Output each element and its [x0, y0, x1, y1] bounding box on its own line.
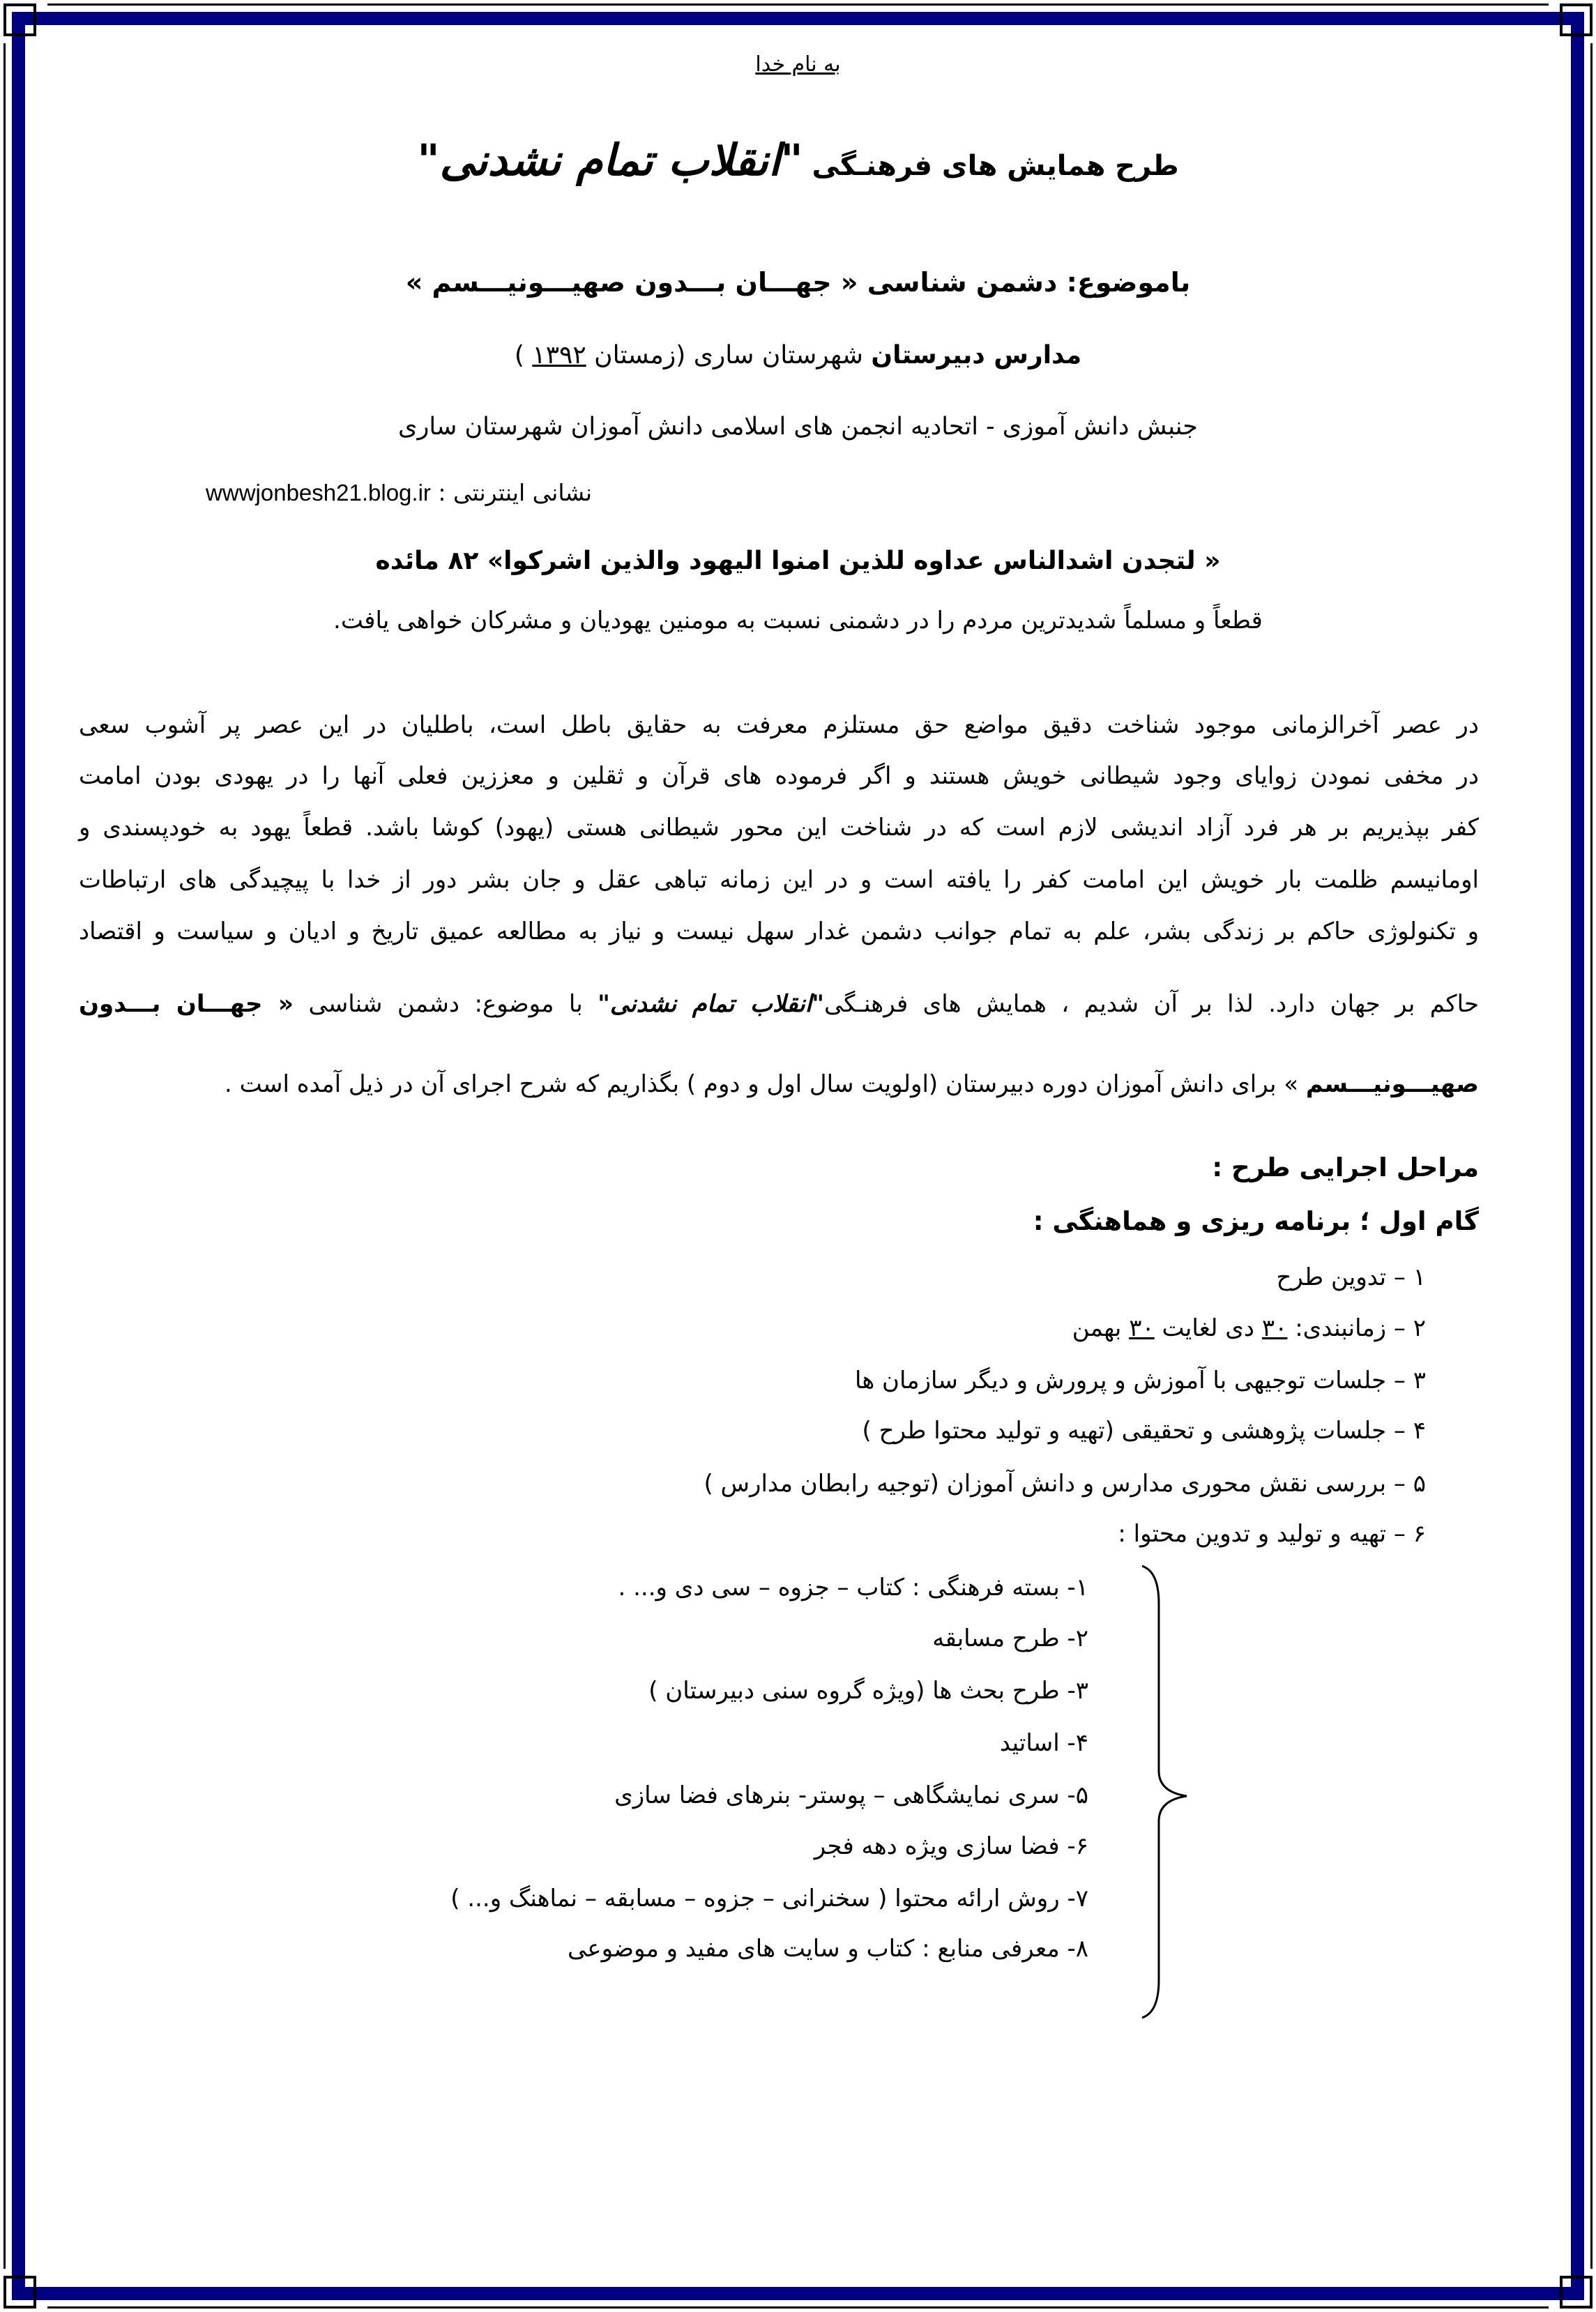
sub-list-item: ۱- بسته فرهنگی : کتاب – جزوه – سی دی و... .	[618, 1574, 1088, 1602]
sub-list-item: ۴- اساتید	[999, 1729, 1088, 1757]
basmala	[0, 47, 1596, 82]
paragraph-text: » برای دانش آموزان دوره دبیرستان (اولویت سال اول و دوم ) بگذاریم که شرح اجرای آن در ذیل آمده است .	[225, 1070, 1299, 1098]
quran-verse: « لتجدن اشدالناس عداوه للذین امنوا الیهود والذین اشرکوا» ۸۲ مائده	[375, 547, 1221, 575]
border-line-bottom	[47, 2306, 1549, 2309]
schedule-mid: دی لغایت	[1162, 1314, 1255, 1342]
website-line	[206, 476, 592, 510]
list-item-schedule	[1072, 1311, 1426, 1346]
paragraph-line	[225, 1067, 1479, 1102]
paragraph-line	[79, 987, 1479, 1021]
curly-brace-icon	[1130, 1562, 1206, 2022]
sub-list-item: ۳- طرح بحث ها (ویژه گروه سنی دبیرستان )	[648, 1677, 1088, 1705]
list-item: ۱ – تدوین طرح	[1276, 1263, 1426, 1291]
paragraph-text: با موضوع: دشمن شناسی	[308, 990, 583, 1018]
schools-bold: مدارس دبیرستان	[871, 341, 1082, 370]
website-link[interactable]: wwwjonbesh21.blog.ir	[206, 480, 431, 505]
paragraph-text: حاکم بر جهان دارد. لذا بر آن شدیم ، همایش های فرهنـگی	[823, 990, 1479, 1018]
corner-ornament-bl	[3, 2276, 36, 2309]
corner-ornament-tr	[1560, 3, 1593, 36]
list-item: ۳ – جلسات توجیهی با آموزش و پرورش و دیگر سازمان ها	[854, 1367, 1426, 1394]
border-line-left	[3, 43, 6, 2269]
paragraph-line: اومانیسم ظلمت بار خویش این امامت کفر را یافته است و در این زمانه تباهی عقل و جان بشر دور از خدا با پیچیدگی های ارتباطات	[79, 866, 1479, 894]
sub-list-item: ۸- معرفی منابع : کتاب و سایت های مفید و موضوعی	[567, 1935, 1088, 1963]
paragraph-line: و تکنولوژی حاکم بر زندگی بشر، علم به تمام جوانب دشمن غدار سهل نیست و نیاز به مطالعه عمیق تاریخ و ادیان و سیاست و اقتصاد	[79, 918, 1479, 945]
document-title	[0, 132, 1596, 194]
basmala-text: به نام خدا	[755, 52, 841, 77]
inline-title: "انقلاب تمام نشدنی"	[598, 990, 824, 1018]
list-item: ۴ – جلسات پژوهشی و تحقیقی (تهیه و تولید محتوا طرح )	[862, 1417, 1426, 1445]
paragraph-line: در مخفی نمودن زوایای وجود شیطانی خویش هستند و اگر فرموده های قرآن و ثقلین و معززین فعلی آنها را در یهودی بودن امامت	[79, 762, 1479, 790]
list-item: ۵ – بررسی نقش محوری مدارس و دانش آموزان (توجیه رابطان مدارس )	[704, 1470, 1426, 1498]
schools-close: )	[514, 341, 524, 370]
step-one-heading: گام اول ؛ برنامه ریزی و هماهنگی :	[1033, 1206, 1479, 1236]
schedule-start: ۳۰	[1261, 1314, 1288, 1342]
list-item: ۶ – تهیه و تولید و تدوین محتوا :	[1118, 1520, 1426, 1548]
schools-line	[0, 338, 1596, 373]
organizer-line: جنبش دانش آموزی - اتحادیه انجمن های اسلامی دانش آموزان شهرستان ساری	[398, 413, 1198, 441]
schedule-label: ۲ – زمانبندی:	[1295, 1314, 1426, 1342]
sub-list-item: ۲- طرح مسابقه	[932, 1625, 1088, 1652]
schools-rest: شهرستان ساری (زمستان	[594, 341, 863, 370]
website-label: نشانی اینترنتی :	[438, 479, 592, 506]
paragraph-bold: صهیـــونیـــسم	[1305, 1070, 1479, 1098]
schedule-end: ۳۰	[1129, 1314, 1155, 1342]
schedule-month: بهمن	[1072, 1314, 1122, 1342]
sub-list-item: ۶- فضا سازی ویژه دهه فجر	[814, 1832, 1088, 1860]
steps-heading: مراحل اجرایی طرح :	[1212, 1153, 1479, 1182]
border-line-right	[1590, 43, 1593, 2269]
title-name: "انقلاب تمام نشدنی"	[417, 135, 803, 185]
paragraph-line: کفر بپذیریم بر هر فرد آزاد اندیشی لازم است که در شناخت این محور شیطانی هستی (یهود) کوشا باشد. قطعاً یهود به خودپسندی و	[79, 814, 1479, 842]
paragraph-bold: « جهـــان بـــدون	[79, 990, 294, 1018]
title-prefix: طرح همایش های فرهنـگی	[812, 150, 1179, 182]
corner-ornament-br	[1560, 2276, 1593, 2309]
corner-ornament-tl	[3, 3, 36, 36]
sub-list-item: ۷- روش ارائه محتوا ( سخنرانی – جزوه – مسابقه – نماهنگ و... )	[450, 1885, 1088, 1912]
verse-translation: قطعاً و مسلماً شدیدترین مردم را در دشمنی نسبت به مومنین یهودیان و مشرکان خواهی یافت.	[333, 607, 1263, 634]
year: ۱۳۹۲	[532, 341, 586, 370]
paragraph-line: در عصر آخرالزمانی موجود شناخت دقیق مواضع حق مستلزم معرفت به حقایق باطل است، باطلیان در این عصر پر آشوب سعی	[79, 711, 1479, 739]
subject-line: باموضوع: دشمن شناسی « جهـــان بـــدون صهیـــونیـــسم »	[405, 267, 1191, 298]
border-line-top	[47, 3, 1549, 6]
sub-list-item: ۵- سری نمایشگاهی – پوستر- بنرهای فضا سازی	[614, 1781, 1088, 1809]
